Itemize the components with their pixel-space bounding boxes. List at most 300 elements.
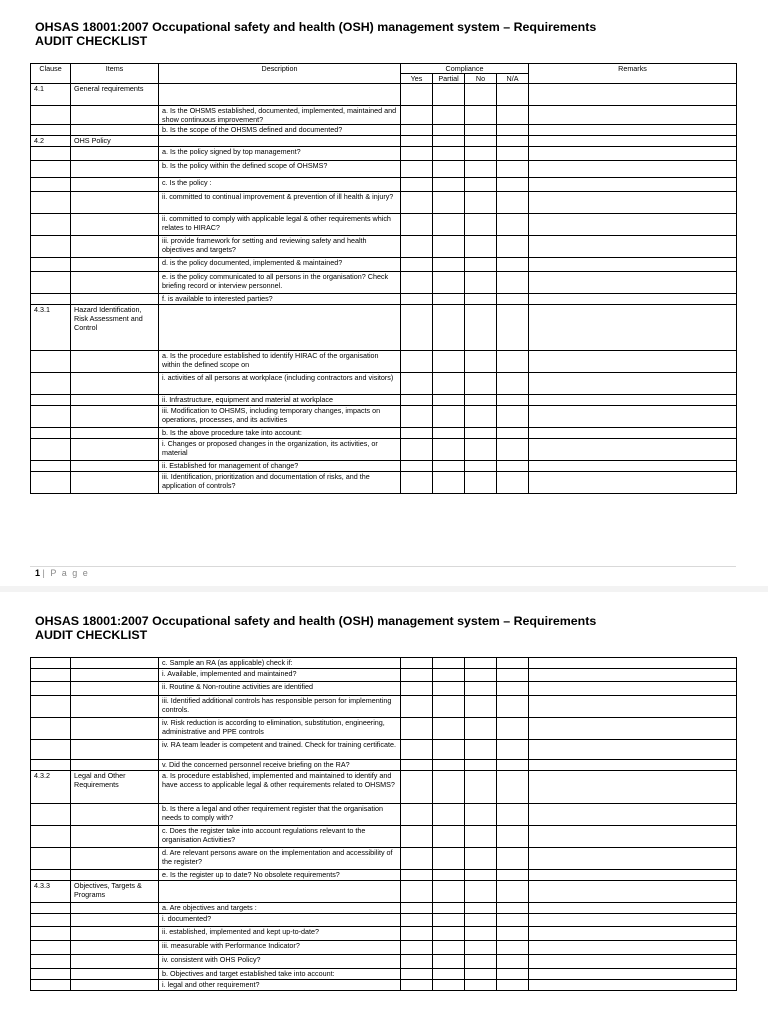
yes-checkbox-cell[interactable]	[401, 927, 433, 941]
partial-checkbox-cell[interactable]	[433, 927, 465, 941]
remarks-cell[interactable]	[529, 161, 737, 178]
description-cell: d. is the policy documented, implemented & maintained?	[159, 258, 401, 272]
clause-cell: 4.3.2	[31, 771, 71, 804]
na-checkbox-cell[interactable]	[497, 870, 529, 881]
description-cell: e. Is the register up to date? No obsolete requirements?	[159, 870, 401, 881]
page-number: 1	[35, 568, 41, 578]
description-cell: b. Is the policy within the defined scope of OHSMS?	[159, 161, 401, 178]
partial-checkbox-cell[interactable]	[433, 696, 465, 718]
no-checkbox-cell[interactable]	[465, 214, 497, 236]
remarks-cell[interactable]	[529, 428, 737, 439]
clause-cell	[31, 696, 71, 718]
checklist-row	[31, 804, 737, 826]
no-checkbox-cell[interactable]	[465, 682, 497, 696]
checklist-row	[31, 941, 737, 955]
remarks-cell[interactable]	[529, 84, 737, 106]
clause-cell	[31, 147, 71, 161]
remarks-cell[interactable]	[529, 125, 737, 136]
partial-checkbox-cell[interactable]	[433, 136, 465, 147]
partial-checkbox-cell[interactable]	[433, 472, 465, 494]
item-cell	[71, 428, 159, 439]
remarks-cell[interactable]	[529, 658, 737, 669]
description-cell: b. Is the scope of the OHSMS defined and documented?	[159, 125, 401, 136]
description-cell: iv. RA team leader is competent and trained. Check for training certificate.	[159, 740, 401, 760]
remarks-cell[interactable]	[529, 192, 737, 214]
partial-checkbox-cell[interactable]	[433, 980, 465, 991]
yes-checkbox-cell[interactable]	[401, 272, 433, 294]
partial-checkbox-cell[interactable]	[433, 147, 465, 161]
remarks-cell[interactable]	[529, 178, 737, 192]
no-checkbox-cell[interactable]	[465, 804, 497, 826]
partial-checkbox-cell[interactable]	[433, 125, 465, 136]
remarks-cell[interactable]	[529, 760, 737, 771]
no-checkbox-cell[interactable]	[465, 395, 497, 406]
partial-checkbox-cell[interactable]	[433, 881, 465, 903]
no-checkbox-cell[interactable]	[465, 373, 497, 395]
no-checkbox-cell[interactable]	[465, 136, 497, 147]
na-checkbox-cell[interactable]	[497, 881, 529, 903]
clause-cell	[31, 192, 71, 214]
no-checkbox-cell[interactable]	[465, 903, 497, 914]
yes-checkbox-cell[interactable]	[401, 236, 433, 258]
clause-cell	[31, 258, 71, 272]
clause-cell	[31, 439, 71, 461]
partial-checkbox-cell[interactable]	[433, 740, 465, 760]
remarks-cell[interactable]	[529, 136, 737, 147]
partial-checkbox-cell[interactable]	[433, 84, 465, 106]
description-cell: i. Available, implemented and maintained?	[159, 669, 401, 682]
na-checkbox-cell[interactable]	[497, 214, 529, 236]
na-checkbox-cell[interactable]	[497, 927, 529, 941]
description-cell: a. Is the policy signed by top management?	[159, 147, 401, 161]
yes-checkbox-cell[interactable]	[401, 472, 433, 494]
no-checkbox-cell[interactable]	[465, 955, 497, 969]
partial-checkbox-cell[interactable]	[433, 804, 465, 826]
checklist-row	[31, 682, 737, 696]
no-checkbox-cell[interactable]	[465, 351, 497, 373]
remarks-cell[interactable]	[529, 804, 737, 826]
remarks-cell[interactable]	[529, 969, 737, 980]
remarks-cell[interactable]	[529, 294, 737, 305]
na-checkbox-cell[interactable]	[497, 472, 529, 494]
yes-checkbox-cell[interactable]	[401, 696, 433, 718]
item-cell	[71, 941, 159, 955]
checklist-row	[31, 740, 737, 760]
no-checkbox-cell[interactable]	[465, 472, 497, 494]
yes-checkbox-cell[interactable]	[401, 881, 433, 903]
remarks-cell[interactable]	[529, 927, 737, 941]
page-2-title-line1: OHSAS 18001:2007 Occupational safety and health (OSH) management system – Requirements	[35, 614, 597, 628]
description-cell: a. Is the OHSMS established, documented, implemented, maintained and show continuous improvement?	[159, 106, 401, 125]
no-checkbox-cell[interactable]	[465, 927, 497, 941]
no-checkbox-cell[interactable]	[465, 771, 497, 804]
yes-checkbox-cell[interactable]	[401, 351, 433, 373]
clause-cell	[31, 848, 71, 870]
remarks-cell[interactable]	[529, 826, 737, 848]
yes-checkbox-cell[interactable]	[401, 658, 433, 669]
item-cell	[71, 236, 159, 258]
partial-checkbox-cell[interactable]	[433, 236, 465, 258]
na-checkbox-cell[interactable]	[497, 740, 529, 760]
no-checkbox-cell[interactable]	[465, 178, 497, 192]
item-cell	[71, 740, 159, 760]
na-checkbox-cell[interactable]	[497, 161, 529, 178]
partial-checkbox-cell[interactable]	[433, 258, 465, 272]
header-no: No	[465, 74, 497, 84]
partial-checkbox-cell[interactable]	[433, 903, 465, 914]
page-label: | P a g e	[42, 568, 90, 578]
na-checkbox-cell[interactable]	[497, 771, 529, 804]
yes-checkbox-cell[interactable]	[401, 870, 433, 881]
yes-checkbox-cell[interactable]	[401, 461, 433, 472]
no-checkbox-cell[interactable]	[465, 461, 497, 472]
na-checkbox-cell[interactable]	[497, 658, 529, 669]
description-cell: i. legal and other requirement?	[159, 980, 401, 991]
checklist-row	[31, 406, 737, 428]
no-checkbox-cell[interactable]	[465, 760, 497, 771]
na-checkbox-cell[interactable]	[497, 461, 529, 472]
partial-checkbox-cell[interactable]	[433, 760, 465, 771]
na-checkbox-cell[interactable]	[497, 192, 529, 214]
yes-checkbox-cell[interactable]	[401, 740, 433, 760]
yes-checkbox-cell[interactable]	[401, 84, 433, 106]
checklist-row	[31, 373, 737, 395]
checklist-row	[31, 969, 737, 980]
yes-checkbox-cell[interactable]	[401, 955, 433, 969]
checklist-row	[31, 669, 737, 682]
yes-checkbox-cell[interactable]	[401, 395, 433, 406]
yes-checkbox-cell[interactable]	[401, 106, 433, 125]
clause-cell	[31, 272, 71, 294]
no-checkbox-cell[interactable]	[465, 406, 497, 428]
remarks-cell[interactable]	[529, 941, 737, 955]
no-checkbox-cell[interactable]	[465, 294, 497, 305]
partial-checkbox-cell[interactable]	[433, 955, 465, 969]
na-checkbox-cell[interactable]	[497, 294, 529, 305]
yes-checkbox-cell[interactable]	[401, 903, 433, 914]
checklist-row	[31, 914, 737, 927]
na-checkbox-cell[interactable]	[497, 305, 529, 351]
checklist-row	[31, 461, 737, 472]
checklist-row	[31, 826, 737, 848]
partial-checkbox-cell[interactable]	[433, 214, 465, 236]
na-checkbox-cell[interactable]	[497, 682, 529, 696]
yes-checkbox-cell[interactable]	[401, 804, 433, 826]
no-checkbox-cell[interactable]	[465, 84, 497, 106]
item-cell	[71, 214, 159, 236]
yes-checkbox-cell[interactable]	[401, 373, 433, 395]
no-checkbox-cell[interactable]	[465, 980, 497, 991]
no-checkbox-cell[interactable]	[465, 192, 497, 214]
na-checkbox-cell[interactable]	[497, 147, 529, 161]
na-checkbox-cell[interactable]	[497, 848, 529, 870]
no-checkbox-cell[interactable]	[465, 161, 497, 178]
remarks-cell[interactable]	[529, 914, 737, 927]
na-checkbox-cell[interactable]	[497, 826, 529, 848]
clause-cell	[31, 740, 71, 760]
partial-checkbox-cell[interactable]	[433, 351, 465, 373]
partial-checkbox-cell[interactable]	[433, 106, 465, 125]
remarks-cell[interactable]	[529, 740, 737, 760]
checklist-row	[31, 718, 737, 740]
remarks-cell[interactable]	[529, 439, 737, 461]
partial-checkbox-cell[interactable]	[433, 941, 465, 955]
na-checkbox-cell[interactable]	[497, 106, 529, 125]
yes-checkbox-cell[interactable]	[401, 406, 433, 428]
no-checkbox-cell[interactable]	[465, 305, 497, 351]
description-cell: a. Are objectives and targets :	[159, 903, 401, 914]
page-divider-line	[30, 566, 736, 567]
na-checkbox-cell[interactable]	[497, 804, 529, 826]
description-cell: c. Sample an RA (as applicable) check if:	[159, 658, 401, 669]
no-checkbox-cell[interactable]	[465, 106, 497, 125]
na-checkbox-cell[interactable]	[497, 914, 529, 927]
na-checkbox-cell[interactable]	[497, 84, 529, 106]
item-cell: Hazard Identification, Risk Assessment and Control	[71, 305, 159, 351]
na-checkbox-cell[interactable]	[497, 125, 529, 136]
clause-cell	[31, 161, 71, 178]
remarks-cell[interactable]	[529, 406, 737, 428]
header-remarks: Remarks	[529, 64, 737, 84]
description-cell: f. is available to interested parties?	[159, 294, 401, 305]
clause-cell	[31, 373, 71, 395]
yes-checkbox-cell[interactable]	[401, 914, 433, 927]
yes-checkbox-cell[interactable]	[401, 718, 433, 740]
clause-cell	[31, 955, 71, 969]
no-checkbox-cell[interactable]	[465, 914, 497, 927]
yes-checkbox-cell[interactable]	[401, 305, 433, 351]
na-checkbox-cell[interactable]	[497, 969, 529, 980]
no-checkbox-cell[interactable]	[465, 941, 497, 955]
partial-checkbox-cell[interactable]	[433, 969, 465, 980]
partial-checkbox-cell[interactable]	[433, 272, 465, 294]
no-checkbox-cell[interactable]	[465, 147, 497, 161]
na-checkbox-cell[interactable]	[497, 428, 529, 439]
checklist-row	[31, 848, 737, 870]
yes-checkbox-cell[interactable]	[401, 258, 433, 272]
remarks-cell[interactable]	[529, 903, 737, 914]
remarks-cell[interactable]	[529, 718, 737, 740]
yes-checkbox-cell[interactable]	[401, 682, 433, 696]
remarks-cell[interactable]	[529, 881, 737, 903]
partial-checkbox-cell[interactable]	[433, 192, 465, 214]
no-checkbox-cell[interactable]	[465, 236, 497, 258]
item-cell	[71, 927, 159, 941]
partial-checkbox-cell[interactable]	[433, 669, 465, 682]
description-cell: i. activities of all persons at workplace (including contractors and visitors)	[159, 373, 401, 395]
na-checkbox-cell[interactable]	[497, 941, 529, 955]
no-checkbox-cell[interactable]	[465, 718, 497, 740]
partial-checkbox-cell[interactable]	[433, 373, 465, 395]
no-checkbox-cell[interactable]	[465, 258, 497, 272]
na-checkbox-cell[interactable]	[497, 903, 529, 914]
na-checkbox-cell[interactable]	[497, 258, 529, 272]
partial-checkbox-cell[interactable]	[433, 305, 465, 351]
yes-checkbox-cell[interactable]	[401, 147, 433, 161]
item-cell	[71, 669, 159, 682]
na-checkbox-cell[interactable]	[497, 236, 529, 258]
clause-cell	[31, 406, 71, 428]
yes-checkbox-cell[interactable]	[401, 760, 433, 771]
yes-checkbox-cell[interactable]	[401, 136, 433, 147]
checklist-row	[31, 955, 737, 969]
item-cell	[71, 870, 159, 881]
partial-checkbox-cell[interactable]	[433, 395, 465, 406]
yes-checkbox-cell[interactable]	[401, 178, 433, 192]
no-checkbox-cell[interactable]	[465, 870, 497, 881]
description-cell: iv. consistent with OHS Policy?	[159, 955, 401, 969]
remarks-cell[interactable]	[529, 461, 737, 472]
na-checkbox-cell[interactable]	[497, 136, 529, 147]
no-checkbox-cell[interactable]	[465, 826, 497, 848]
no-checkbox-cell[interactable]	[465, 696, 497, 718]
partial-checkbox-cell[interactable]	[433, 428, 465, 439]
na-checkbox-cell[interactable]	[497, 718, 529, 740]
yes-checkbox-cell[interactable]	[401, 826, 433, 848]
partial-checkbox-cell[interactable]	[433, 718, 465, 740]
partial-checkbox-cell[interactable]	[433, 658, 465, 669]
na-checkbox-cell[interactable]	[497, 980, 529, 991]
clause-cell	[31, 351, 71, 373]
partial-checkbox-cell[interactable]	[433, 848, 465, 870]
remarks-cell[interactable]	[529, 236, 737, 258]
partial-checkbox-cell[interactable]	[433, 178, 465, 192]
checklist-row	[31, 881, 737, 903]
remarks-cell[interactable]	[529, 771, 737, 804]
item-cell	[71, 406, 159, 428]
remarks-cell[interactable]	[529, 980, 737, 991]
partial-checkbox-cell[interactable]	[433, 870, 465, 881]
remarks-cell[interactable]	[529, 682, 737, 696]
clause-cell	[31, 669, 71, 682]
partial-checkbox-cell[interactable]	[433, 161, 465, 178]
item-cell	[71, 395, 159, 406]
no-checkbox-cell[interactable]	[465, 848, 497, 870]
na-checkbox-cell[interactable]	[497, 395, 529, 406]
partial-checkbox-cell[interactable]	[433, 771, 465, 804]
na-checkbox-cell[interactable]	[497, 669, 529, 682]
na-checkbox-cell[interactable]	[497, 955, 529, 969]
clause-cell	[31, 903, 71, 914]
remarks-cell[interactable]	[529, 472, 737, 494]
no-checkbox-cell[interactable]	[465, 439, 497, 461]
description-cell	[159, 881, 401, 903]
remarks-cell[interactable]	[529, 395, 737, 406]
yes-checkbox-cell[interactable]	[401, 439, 433, 461]
yes-checkbox-cell[interactable]	[401, 969, 433, 980]
checklist-row	[31, 472, 737, 494]
partial-checkbox-cell[interactable]	[433, 294, 465, 305]
clause-cell	[31, 106, 71, 125]
no-checkbox-cell[interactable]	[465, 125, 497, 136]
partial-checkbox-cell[interactable]	[433, 406, 465, 428]
no-checkbox-cell[interactable]	[465, 740, 497, 760]
yes-checkbox-cell[interactable]	[401, 428, 433, 439]
clause-cell: 4.1	[31, 84, 71, 106]
yes-checkbox-cell[interactable]	[401, 192, 433, 214]
yes-checkbox-cell[interactable]	[401, 771, 433, 804]
remarks-cell[interactable]	[529, 272, 737, 294]
item-cell: General requirements	[71, 84, 159, 106]
remarks-cell[interactable]	[529, 955, 737, 969]
na-checkbox-cell[interactable]	[497, 272, 529, 294]
yes-checkbox-cell[interactable]	[401, 848, 433, 870]
remarks-cell[interactable]	[529, 147, 737, 161]
na-checkbox-cell[interactable]	[497, 351, 529, 373]
remarks-cell[interactable]	[529, 258, 737, 272]
remarks-cell[interactable]	[529, 669, 737, 682]
checklist-row	[31, 351, 737, 373]
yes-checkbox-cell[interactable]	[401, 669, 433, 682]
clause-cell: 4.3.3	[31, 881, 71, 903]
yes-checkbox-cell[interactable]	[401, 125, 433, 136]
no-checkbox-cell[interactable]	[465, 428, 497, 439]
audit-checklist-table-page-2	[30, 657, 737, 991]
yes-checkbox-cell[interactable]	[401, 941, 433, 955]
remarks-cell[interactable]	[529, 214, 737, 236]
checklist-row	[31, 84, 737, 106]
remarks-cell[interactable]	[529, 305, 737, 351]
item-cell	[71, 125, 159, 136]
yes-checkbox-cell[interactable]	[401, 214, 433, 236]
description-cell: ii. Routine & Non-routine activities are identified	[159, 682, 401, 696]
no-checkbox-cell[interactable]	[465, 669, 497, 682]
checklist-row	[31, 258, 737, 272]
description-cell: d. Are relevant persons aware on the implementation and accessibility of the register?	[159, 848, 401, 870]
partial-checkbox-cell[interactable]	[433, 826, 465, 848]
clause-cell	[31, 941, 71, 955]
remarks-cell[interactable]	[529, 870, 737, 881]
clause-cell	[31, 927, 71, 941]
partial-checkbox-cell[interactable]	[433, 461, 465, 472]
description-cell: iii. Identification, prioritization and documentation of risks, and the application of controls?	[159, 472, 401, 494]
description-cell: iv. Risk reduction is according to elimination, substitution, engineering, administrative and PPE controls	[159, 718, 401, 740]
item-cell	[71, 848, 159, 870]
remarks-cell[interactable]	[529, 106, 737, 125]
description-cell: i. documented?	[159, 914, 401, 927]
yes-checkbox-cell[interactable]	[401, 980, 433, 991]
na-checkbox-cell[interactable]	[497, 373, 529, 395]
clause-cell: 4.3.1	[31, 305, 71, 351]
checklist-row	[31, 236, 737, 258]
na-checkbox-cell[interactable]	[497, 178, 529, 192]
no-checkbox-cell[interactable]	[465, 969, 497, 980]
checklist-row	[31, 395, 737, 406]
yes-checkbox-cell[interactable]	[401, 294, 433, 305]
na-checkbox-cell[interactable]	[497, 696, 529, 718]
na-checkbox-cell[interactable]	[497, 760, 529, 771]
header-na: N/A	[497, 74, 529, 84]
remarks-cell[interactable]	[529, 848, 737, 870]
item-cell	[71, 472, 159, 494]
partial-checkbox-cell[interactable]	[433, 914, 465, 927]
partial-checkbox-cell[interactable]	[433, 682, 465, 696]
checklist-row	[31, 870, 737, 881]
yes-checkbox-cell[interactable]	[401, 161, 433, 178]
remarks-cell[interactable]	[529, 373, 737, 395]
na-checkbox-cell[interactable]	[497, 406, 529, 428]
remarks-cell[interactable]	[529, 351, 737, 373]
remarks-cell[interactable]	[529, 696, 737, 718]
no-checkbox-cell[interactable]	[465, 272, 497, 294]
no-checkbox-cell[interactable]	[465, 881, 497, 903]
description-cell: e. is the policy communicated to all persons in the organisation? Check briefing record or interview personnel.	[159, 272, 401, 294]
no-checkbox-cell[interactable]	[465, 658, 497, 669]
description-cell: iii. Modification to OHSMS, including temporary changes, impacts on operations, processes, and its activities	[159, 406, 401, 428]
na-checkbox-cell[interactable]	[497, 439, 529, 461]
description-cell: ii. committed to continual improvement & prevention of ill health & injury?	[159, 192, 401, 214]
partial-checkbox-cell[interactable]	[433, 439, 465, 461]
